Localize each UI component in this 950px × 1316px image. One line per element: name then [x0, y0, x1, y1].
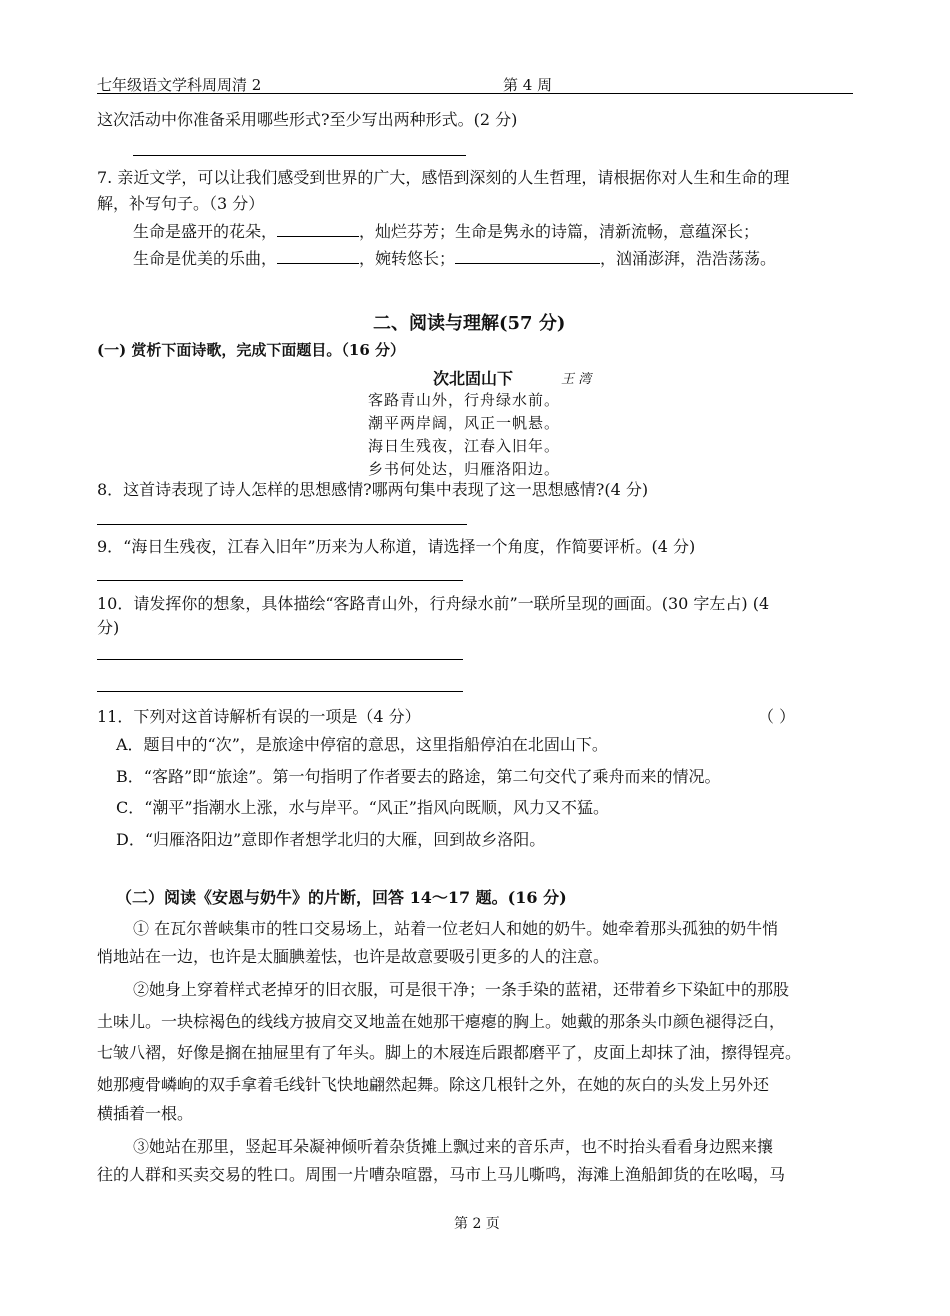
poem-author: 王 湾: [561, 372, 592, 387]
poem-line-3: 海日生残夜，江春入旧年。: [368, 437, 561, 455]
passage-line-5: 七皱八褶，好像是搁在抽屉里有了年头。脚上的木屐连后跟都磨平了，皮面上却抹了油，擦得锃亮。: [97, 1043, 802, 1062]
part2-heading: （二）阅读《安恩与奶牛》的片断，回答 14～17 题。(16 分): [116, 888, 567, 907]
poem-line-2: 潮平两岸阔，风正一帆悬。: [368, 414, 561, 432]
header-week: 第 4 周: [503, 76, 553, 94]
q11-option-a: A．题目中的“次”，是旅途中停宿的意思，这里指船停泊在北固山下。: [116, 735, 608, 754]
section2-title: 二、阅读与理解(57 分): [373, 313, 566, 334]
poem-line-4: 乡书何处达，归雁洛阳边。: [368, 460, 561, 478]
q8-text: 8．这首诗表现了诗人怎样的思想感情?哪两句集中表现了这一思想感情?(4 分): [97, 480, 649, 499]
q6-answer-line: [133, 155, 466, 156]
q10-line1: 10．请发挥你的想象，具体描绘“客路青山外，行舟绿水前”一联所呈现的画面。(30 字左占) (4: [97, 594, 770, 613]
q10-answer-line-2: [97, 691, 463, 692]
q11-answer-paren[interactable]: （ ）: [758, 707, 796, 726]
q11-option-b: B．“客路”即“旅途”。第一句指明了作者要去的路途，第二句交代了乘舟而来的情况。: [116, 767, 721, 786]
part1-heading: (一) 赏析下面诗歌，完成下面题目。（16 分）: [97, 341, 406, 359]
q11-option-c: C．“潮平”指潮水上涨，水与岸平。“风正”指风向既顺，风力又不猛。: [116, 798, 609, 817]
q7-row1-b: ，灿烂芬芳；生命是隽永的诗篇，清新流畅，意蕴深长；: [359, 222, 760, 241]
q11-option-d: D．“归雁洛阳边”意即作者想学北归的大雁，回到故乡洛阳。: [116, 830, 546, 849]
header-rule: [97, 93, 853, 94]
q9-text: 9．“海日生残夜，江春入旧年”历来为人称道，请选择一个角度，作简要评析。(4 分): [97, 537, 696, 556]
passage-line-8: ③她站在那里，竖起耳朵凝神倾听着杂货摊上飘过来的音乐声，也不时抬头看看身边熙来攘: [133, 1137, 774, 1156]
q7-blank-3[interactable]: [455, 248, 600, 264]
q10-answer-line-1: [97, 659, 463, 660]
q7-row1-a: 生命是盛开的花朵，: [133, 222, 278, 241]
passage-line-1: ① 在瓦尔普峡集市的牲口交易场上，站着一位老妇人和她的奶牛。她牵着那头孤独的奶牛悄: [133, 919, 779, 938]
q7-line1: 7. 亲近文学，可以让我们感受到世界的广大，感悟到深刻的人生哲理，请根据你对人生和生命的理: [97, 168, 790, 187]
q7-row2: [133, 248, 776, 269]
header-left: 七年级语文学科周周清 2: [97, 76, 262, 94]
q7-blank-1[interactable]: [277, 221, 359, 237]
passage-line-7: 横插着一根。: [97, 1104, 194, 1123]
q7-line2: 解，补写句子。（3 分）: [97, 194, 265, 213]
q8-answer-line: [97, 524, 467, 525]
q10-line2: 分): [97, 618, 120, 637]
poem-title: 次北固山下: [433, 369, 514, 388]
passage-line-2: 悄地站在一边，也许是太腼腆羞怯，也许是故意要吸引更多的人的注意。: [97, 947, 610, 966]
passage-line-4: 土味儿。一块棕褐色的线线方披肩交叉地盖在她那干瘪瘪的胸上。她戴的那条头巾颜色褪得泛白，: [97, 1012, 786, 1031]
q7-row2-a: 生命是优美的乐曲，: [133, 249, 278, 268]
page-number: 第 2 页: [454, 1216, 500, 1232]
poem-line-1: 客路青山外，行舟绿水前。: [368, 391, 561, 409]
passage-line-9: 往的人群和买卖交易的牲口。周围一片嘈杂喧嚣，马市上马儿嘶鸣，海滩上渔船卸货的在吆喝，马: [97, 1165, 786, 1184]
q7-blank-2[interactable]: [277, 248, 359, 264]
passage-line-3: ②她身上穿着样式老掉牙的旧衣服，可是很干净；一条手染的蓝裙，还带着乡下染缸中的那股: [133, 980, 790, 999]
q7-row2-b: ，婉转悠长；: [359, 249, 456, 268]
q7-row1: [133, 221, 759, 242]
q7-row2-c: ，汹涌澎湃，浩浩荡荡。: [600, 249, 777, 268]
passage-line-6: 她那瘦骨嶙峋的双手拿着毛线针飞快地翩然起舞。除这几根针之外，在她的灰白的头发上另外还: [97, 1075, 770, 1094]
q9-answer-line: [97, 580, 463, 581]
q6-text: 这次活动中你准备采用哪些形式?至少写出两种形式。(2 分): [97, 110, 518, 129]
q11-stem: 11．下列对这首诗解析有误的一项是（4 分）: [97, 707, 421, 726]
